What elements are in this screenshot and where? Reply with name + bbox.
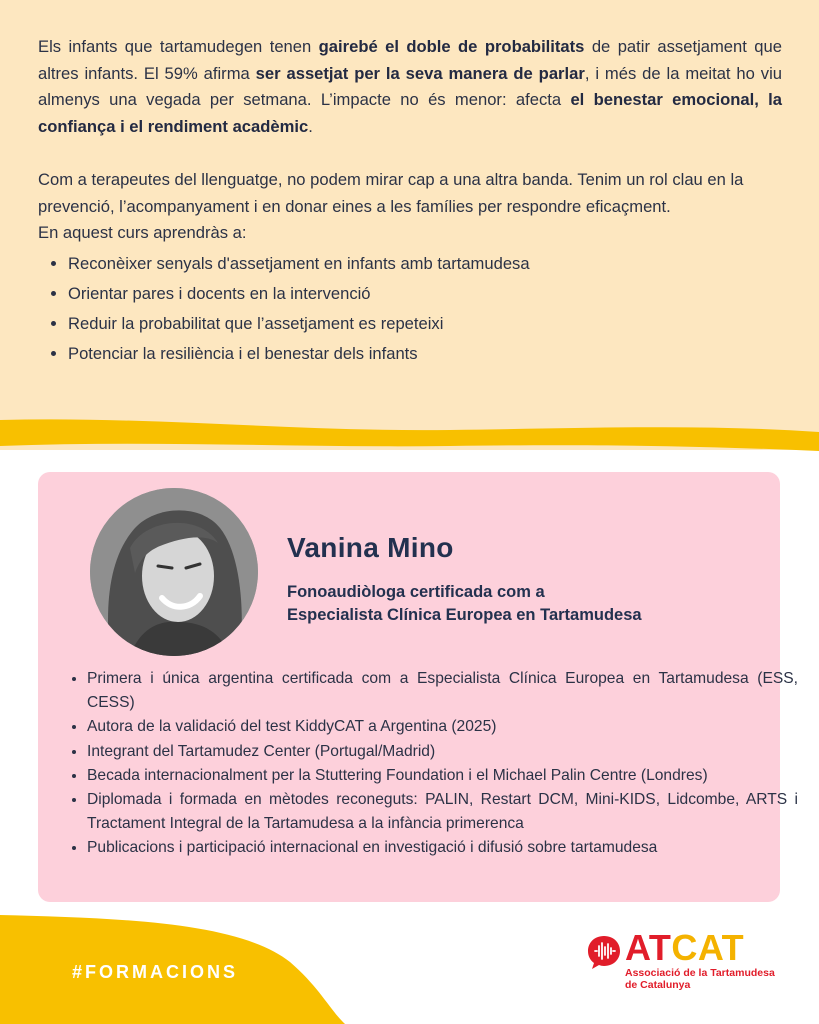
speaker-role — [287, 581, 642, 627]
intro-highlight: gairebé el doble de probabilitats — [318, 37, 585, 56]
intro-highlight: el benestar emocional, la confiança i el rendiment acadèmic — [38, 90, 782, 136]
list-item: • Reduir la probabilitat que l’assetjament es repeteixi — [68, 309, 782, 339]
list-item: • Autora de la validació del test KiddyCAT a Argentina (2025) — [87, 715, 798, 739]
logo-subtitle-line-1: Associació de la Tartamudesa — [625, 967, 775, 979]
intro-highlight: ser assetjat per la seva manera de parlar — [255, 63, 585, 83]
speech-wave-icon — [585, 933, 623, 971]
intro-section — [38, 34, 782, 369]
logo-subtitle-line-2: de Catalunya — [625, 979, 691, 991]
intro-text: de patir assetjament que altres infants. El 59% afirma — [38, 37, 782, 83]
credentials-list — [52, 667, 798, 861]
list-item: • Orientar pares i docents en la intervenció — [68, 279, 782, 309]
intro-text: , i més de la meitat ho viu almenys una vegada per setmana. L’impacte no és menor: afecta — [38, 63, 783, 109]
logo-subtitle — [625, 967, 775, 991]
atcat-logo — [585, 927, 785, 993]
intro-text: . — [308, 116, 313, 136]
intro-paragraph-2: Com a terapeutes del llenguatge, no podem mirar cap a una altra banda. Tenim un rol clau en la prevenció, l’acompanyament i en donar eines a les famílies per respondre eficaçment. — [38, 170, 744, 216]
list-item: • Primera i única argentina certificada com a Especialista Clínica Europea en Tartamudesa (ESS, CESS) — [87, 667, 798, 715]
learning-goals-list — [38, 249, 782, 369]
logo-title — [625, 927, 744, 969]
speaker-role-line-2: Especialista Clínica Europea en Tartamudesa — [287, 606, 642, 624]
list-item: • Reconèixer senyals d'assetjament en infants amb tartamudesa — [68, 249, 782, 279]
intro-paragraph-3: En aquest curs aprendràs a: — [38, 223, 247, 242]
speaker-role-line-1: Fonoaudiòloga certificada com a — [287, 583, 545, 601]
portrait-illustration — [90, 488, 258, 656]
list-item: • Diplomada i formada en mètodes reconeguts: PALIN, Restart DCM, Mini-KIDS, Lidcombe, ARTS i Tractament Integral de la Tartamudesa a la infància primerenca — [87, 788, 798, 836]
speaker-name: Vanina Mino — [287, 532, 454, 563]
intro-text: Els infants que tartamudegen tenen — [38, 37, 319, 56]
list-item: • Potenciar la resiliència i el benestar dels infants — [68, 339, 782, 369]
speaker-photo — [90, 488, 258, 656]
logo-title-cat: CAT — [671, 927, 745, 968]
list-item: • Publicacions i participació internacional en investigació i difusió sobre tartamudesa — [87, 836, 798, 860]
yellow-wave-divider — [0, 419, 819, 451]
list-item: • Integrant del Tartamudez Center (Portugal/Madrid) — [87, 740, 798, 764]
logo-title-at: AT — [625, 927, 672, 968]
hashtag-label: #FORMACIONS — [72, 962, 239, 982]
list-item: • Becada internacionalment per la Stuttering Foundation i el Michael Palin Centre (Londres) — [87, 764, 798, 788]
intro-paragraph-1 — [38, 34, 782, 140]
